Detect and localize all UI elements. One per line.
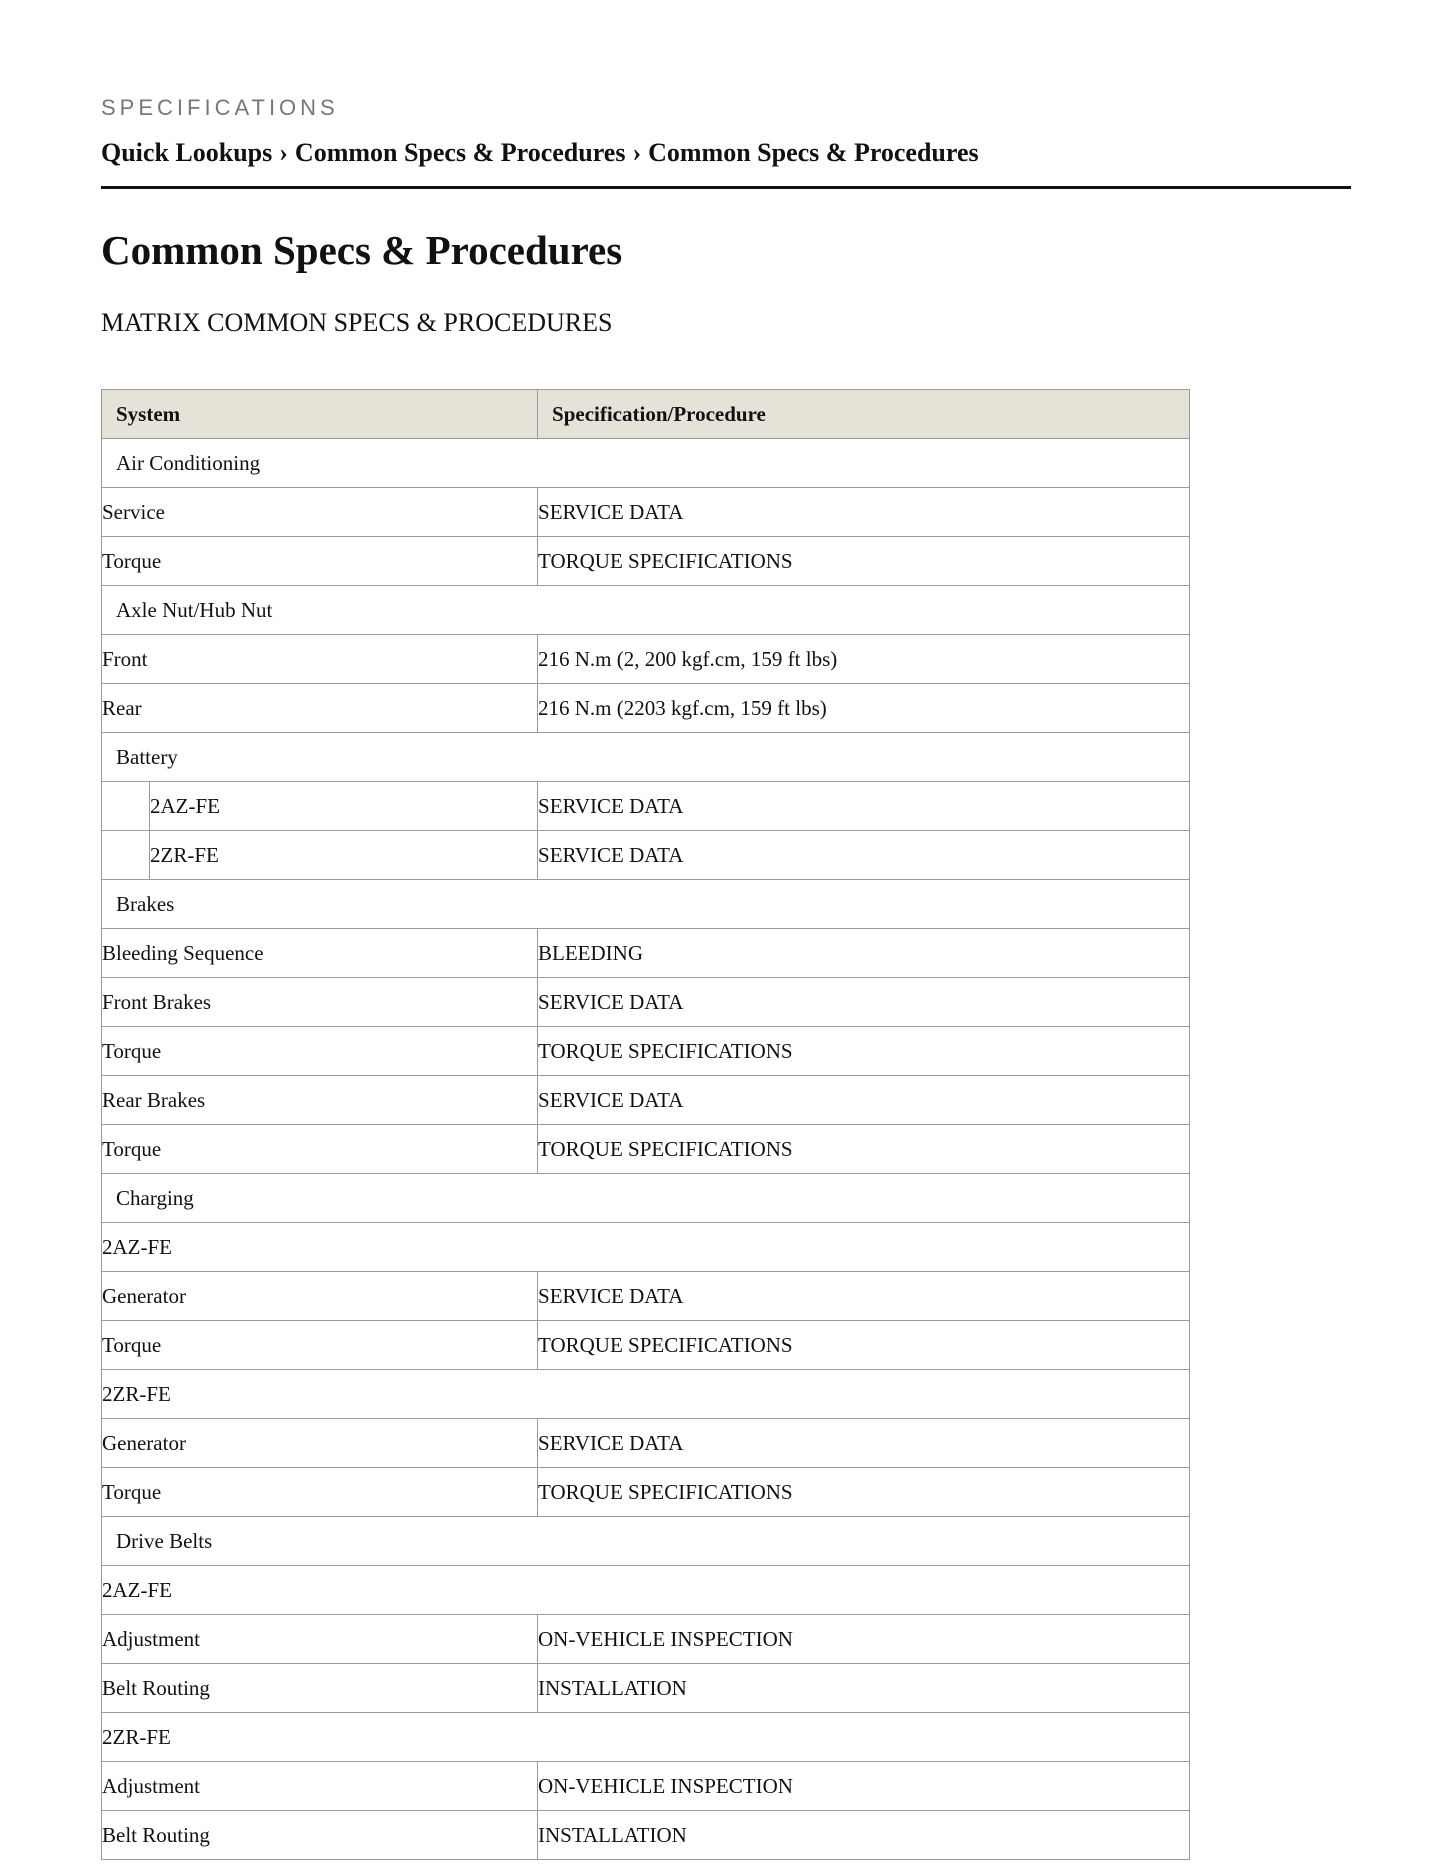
spec-link[interactable]: SERVICE DATA: [538, 831, 1190, 880]
column-header-system: System: [102, 390, 538, 439]
system-cell: Belt Routing: [102, 1664, 538, 1713]
system-cell: Belt Routing: [102, 1811, 538, 1860]
spec-link[interactable]: ON-VEHICLE INSPECTION: [538, 1762, 1190, 1811]
spec-link[interactable]: SERVICE DATA: [538, 978, 1190, 1027]
group-label: Axle Nut/Hub Nut: [102, 586, 1190, 635]
spec-link[interactable]: SERVICE DATA: [538, 488, 1190, 537]
table-row: [102, 1615, 1190, 1664]
breadcrumb-separator: ›: [279, 138, 288, 167]
system-cell: Rear: [102, 684, 538, 733]
table-row: [102, 1419, 1190, 1468]
spec-link[interactable]: SERVICE DATA: [538, 1419, 1190, 1468]
table-row: [102, 1713, 1190, 1762]
table-row: [102, 733, 1190, 782]
table-row: [102, 1321, 1190, 1370]
system-cell: Torque: [102, 1027, 538, 1076]
section-kicker: SPECIFICATIONS: [101, 95, 339, 120]
column-header-specification: Specification/Procedure: [538, 390, 1190, 439]
table-row: [102, 880, 1190, 929]
subgroup-label: 2AZ-FE: [102, 1566, 1190, 1615]
spec-link[interactable]: SERVICE DATA: [538, 1272, 1190, 1321]
subgroup-label: 2AZ-FE: [102, 1223, 1190, 1272]
spec-link[interactable]: INSTALLATION: [538, 1811, 1190, 1860]
table-row: [102, 1762, 1190, 1811]
breadcrumb-item-current: Common Specs & Procedures: [648, 138, 979, 167]
table-row: [102, 1272, 1190, 1321]
table-row: [102, 1370, 1190, 1419]
table-row: [102, 1517, 1190, 1566]
spec-link[interactable]: ON-VEHICLE INSPECTION: [538, 1615, 1190, 1664]
spec-link[interactable]: TORQUE SPECIFICATIONS: [538, 537, 1190, 586]
spec-link[interactable]: SERVICE DATA: [538, 782, 1190, 831]
system-cell: Rear Brakes: [102, 1076, 538, 1125]
spec-link[interactable]: 216 N.m (2203 kgf.cm, 159 ft lbs): [538, 684, 1190, 733]
system-cell: Torque: [102, 1125, 538, 1174]
table-row: [102, 488, 1190, 537]
system-cell: 2AZ-FE: [150, 782, 538, 831]
breadcrumb-item-common-specs[interactable]: Common Specs & Procedures: [294, 138, 626, 167]
table-row: [102, 782, 1190, 831]
system-cell: Generator: [102, 1419, 538, 1468]
system-cell: Torque: [102, 1468, 538, 1517]
specs-table-body: [102, 439, 1190, 1860]
system-cell: Bleeding Sequence: [102, 929, 538, 978]
system-cell: Front Brakes: [102, 978, 538, 1027]
spec-link[interactable]: SERVICE DATA: [538, 1076, 1190, 1125]
group-label: Drive Belts: [102, 1517, 1190, 1566]
spec-link[interactable]: TORQUE SPECIFICATIONS: [538, 1468, 1190, 1517]
table-row: [102, 929, 1190, 978]
system-cell: Front: [102, 635, 538, 684]
breadcrumb: [101, 138, 1351, 189]
table-row: [102, 439, 1190, 488]
page-title: Common Specs & Procedures: [101, 227, 623, 273]
table-row: [102, 1125, 1190, 1174]
spec-link[interactable]: BLEEDING: [538, 929, 1190, 978]
table-row: [102, 586, 1190, 635]
spec-link[interactable]: TORQUE SPECIFICATIONS: [538, 1027, 1190, 1076]
group-label: Brakes: [102, 880, 1190, 929]
table-row: [102, 978, 1190, 1027]
system-cell: Service: [102, 488, 538, 537]
table-row: [102, 1811, 1190, 1860]
system-cell: 2ZR-FE: [150, 831, 538, 880]
system-cell: Generator: [102, 1272, 538, 1321]
spec-link[interactable]: INSTALLATION: [538, 1664, 1190, 1713]
table-row: [102, 1566, 1190, 1615]
indent-cell: [102, 782, 150, 831]
breadcrumb-item-quick-lookups[interactable]: Quick Lookups: [101, 138, 273, 167]
group-label: Battery: [102, 733, 1190, 782]
spec-link[interactable]: TORQUE SPECIFICATIONS: [538, 1321, 1190, 1370]
table-row: [102, 1223, 1190, 1272]
table-row: [102, 1664, 1190, 1713]
group-label: Charging: [102, 1174, 1190, 1223]
table-row: [102, 1468, 1190, 1517]
system-cell: Adjustment: [102, 1762, 538, 1811]
system-cell: Torque: [102, 537, 538, 586]
spec-link[interactable]: TORQUE SPECIFICATIONS: [538, 1125, 1190, 1174]
specs-table: [101, 389, 1190, 1860]
table-row: [102, 1076, 1190, 1125]
spec-link[interactable]: 216 N.m (2, 200 kgf.cm, 159 ft lbs): [538, 635, 1190, 684]
breadcrumb-separator: ›: [632, 138, 642, 167]
table-row: [102, 537, 1190, 586]
subgroup-label: 2ZR-FE: [102, 1713, 1190, 1762]
table-row: [102, 684, 1190, 733]
table-row: [102, 1174, 1190, 1223]
subgroup-label: 2ZR-FE: [102, 1370, 1190, 1419]
system-cell: Adjustment: [102, 1615, 538, 1664]
table-header-row: [102, 390, 1190, 439]
group-label: Air Conditioning: [102, 439, 1190, 488]
table-row: [102, 635, 1190, 684]
system-cell: Torque: [102, 1321, 538, 1370]
table-row: [102, 1027, 1190, 1076]
section-title: MATRIX COMMON SPECS & PROCEDURES: [101, 308, 613, 337]
table-row: [102, 831, 1190, 880]
indent-cell: [102, 831, 150, 880]
